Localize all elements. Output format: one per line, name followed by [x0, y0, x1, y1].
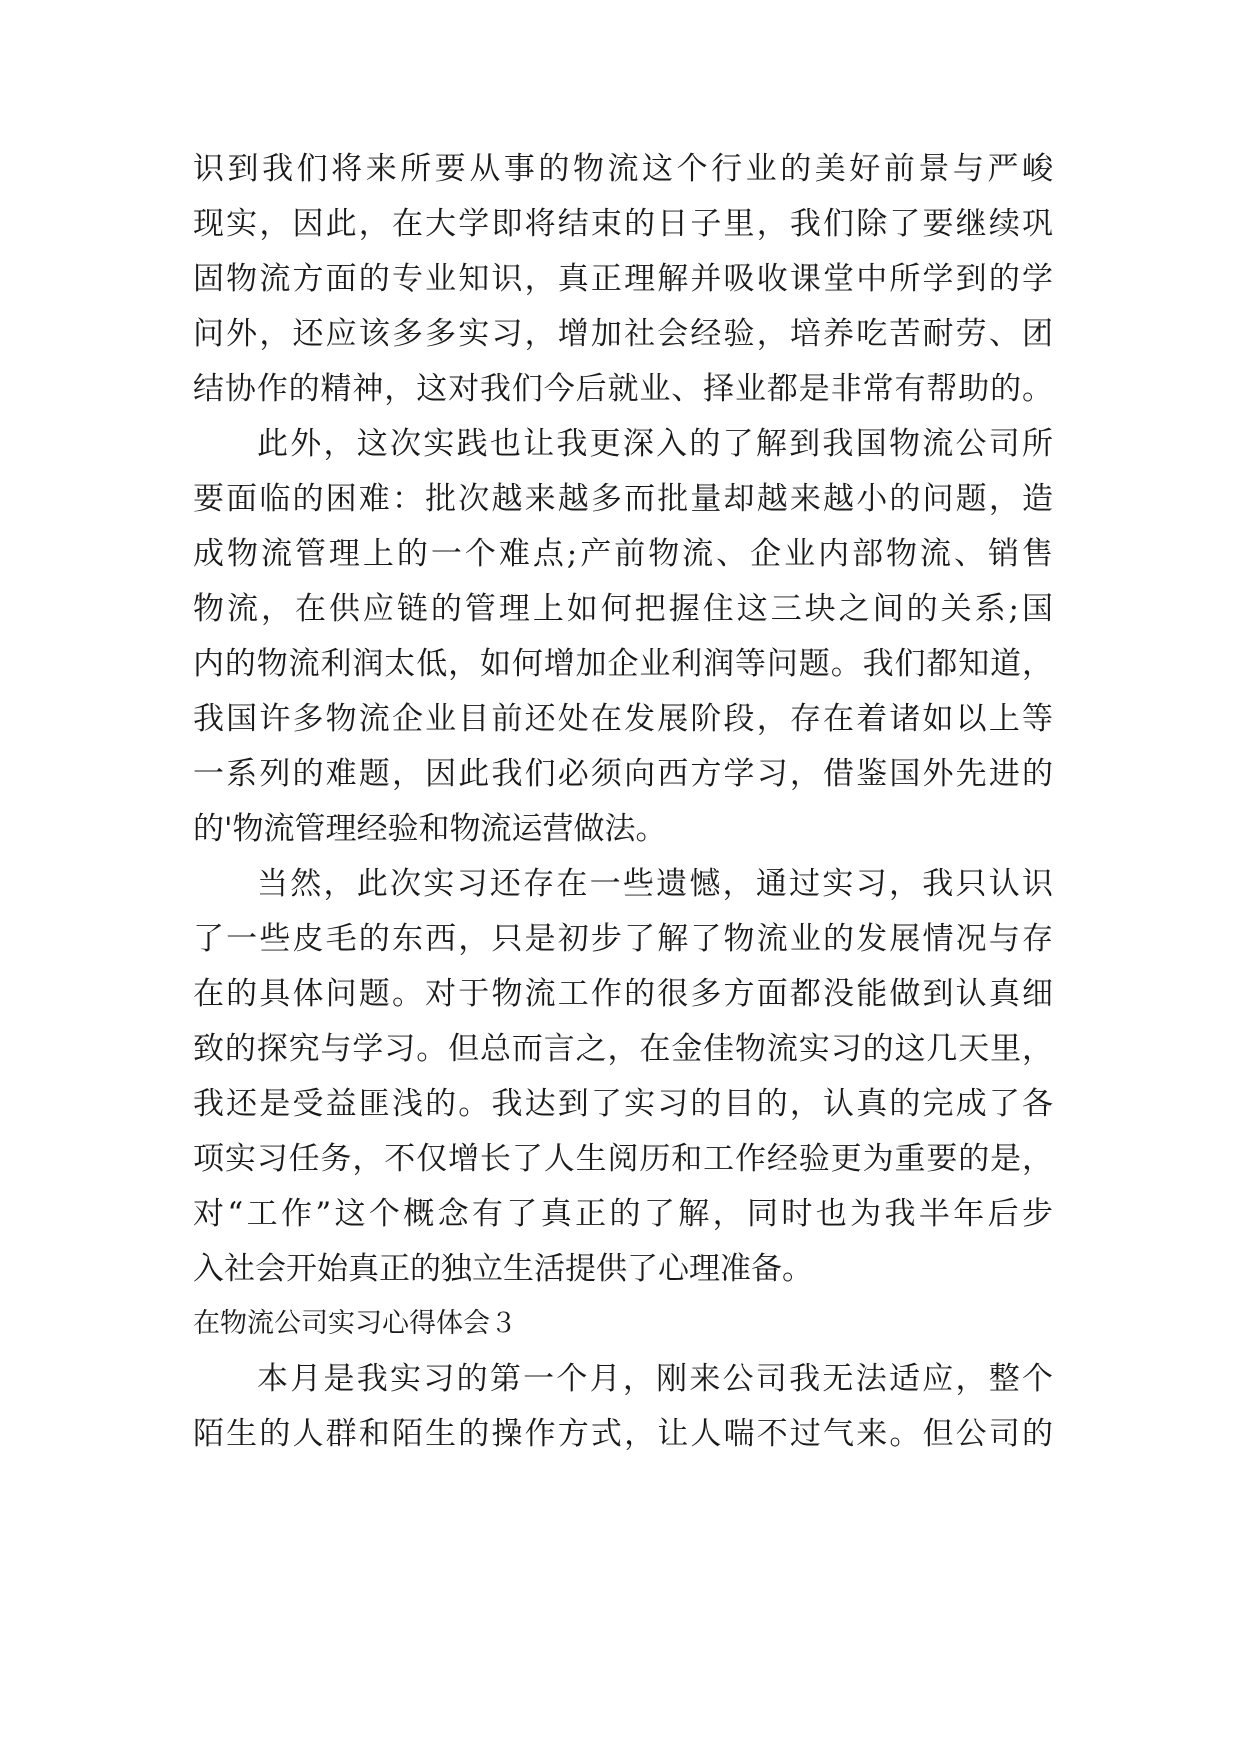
text-line: 一系列的难题，因此我们必须向西方学习，借鉴国外先进的 — [193, 756, 1053, 792]
text-line: 要面临的困难：批次越来越多而批量却越来越小的问题，造 — [193, 481, 1053, 517]
text-line: 陌生的人群和陌生的操作方式，让人喘不过气来。但公司的 — [193, 1416, 1053, 1452]
text-line: 入社会开始真正的独立生活提供了心理准备。 — [193, 1251, 813, 1287]
text-line: 物流，在供应链的管理上如何把握住这三块之间的关系;国 — [193, 591, 1053, 627]
text-line: 成物流管理上的一个难点;产前物流、企业内部物流、销售 — [193, 536, 1053, 572]
text-line: 结协作的精神，这对我们今后就业、择业都是非常有帮助的。 — [193, 371, 1053, 407]
text-line: 识到我们将来所要从事的物流这个行业的美好前景与严峻 — [193, 151, 1053, 187]
text-line: 我还是受益匪浅的。我达到了实习的目的，认真的完成了各 — [193, 1086, 1053, 1122]
text-line: 的'物流管理经验和物流运营做法。 — [193, 811, 667, 847]
text-line: 了一些皮毛的东西，只是初步了解了物流业的发展情况与存 — [193, 921, 1053, 957]
text-line: 固物流方面的专业知识，真正理解并吸收课堂中所学到的学 — [193, 261, 1053, 297]
text-line: 我国许多物流企业目前还处在发展阶段，存在着诸如以上等 — [193, 701, 1053, 737]
text-line: 在的具体问题。对于物流工作的很多方面都没能做到认真细 — [193, 976, 1053, 1012]
text-line: 此外，这次实践也让我更深入的了解到我国物流公司所 — [257, 426, 1053, 462]
text-line: 本月是我实习的第一个月，刚来公司我无法适应，整个 — [257, 1361, 1053, 1397]
text-line: 现实，因此，在大学即将结束的日子里，我们除了要继续巩 — [193, 206, 1053, 242]
section-heading: 在物流公司实习心得体会３ — [193, 1308, 517, 1339]
text-line: 内的物流利润太低，如何增加企业利润等问题。我们都知道， — [193, 646, 1053, 682]
text-line: 问外，还应该多多实习，增加社会经验，培养吃苦耐劳、团 — [193, 316, 1053, 352]
text-line: 对“工作”这个概念有了真正的了解，同时也为我半年后步 — [193, 1196, 1053, 1232]
text-line: 当然，此次实习还存在一些遗憾，通过实习，我只认识 — [257, 866, 1053, 902]
text-line: 项实习任务，不仅增长了人生阅历和工作经验更为重要的是， — [193, 1141, 1053, 1177]
text-line: 致的探究与学习。但总而言之，在金佳物流实习的这几天里， — [193, 1031, 1053, 1067]
